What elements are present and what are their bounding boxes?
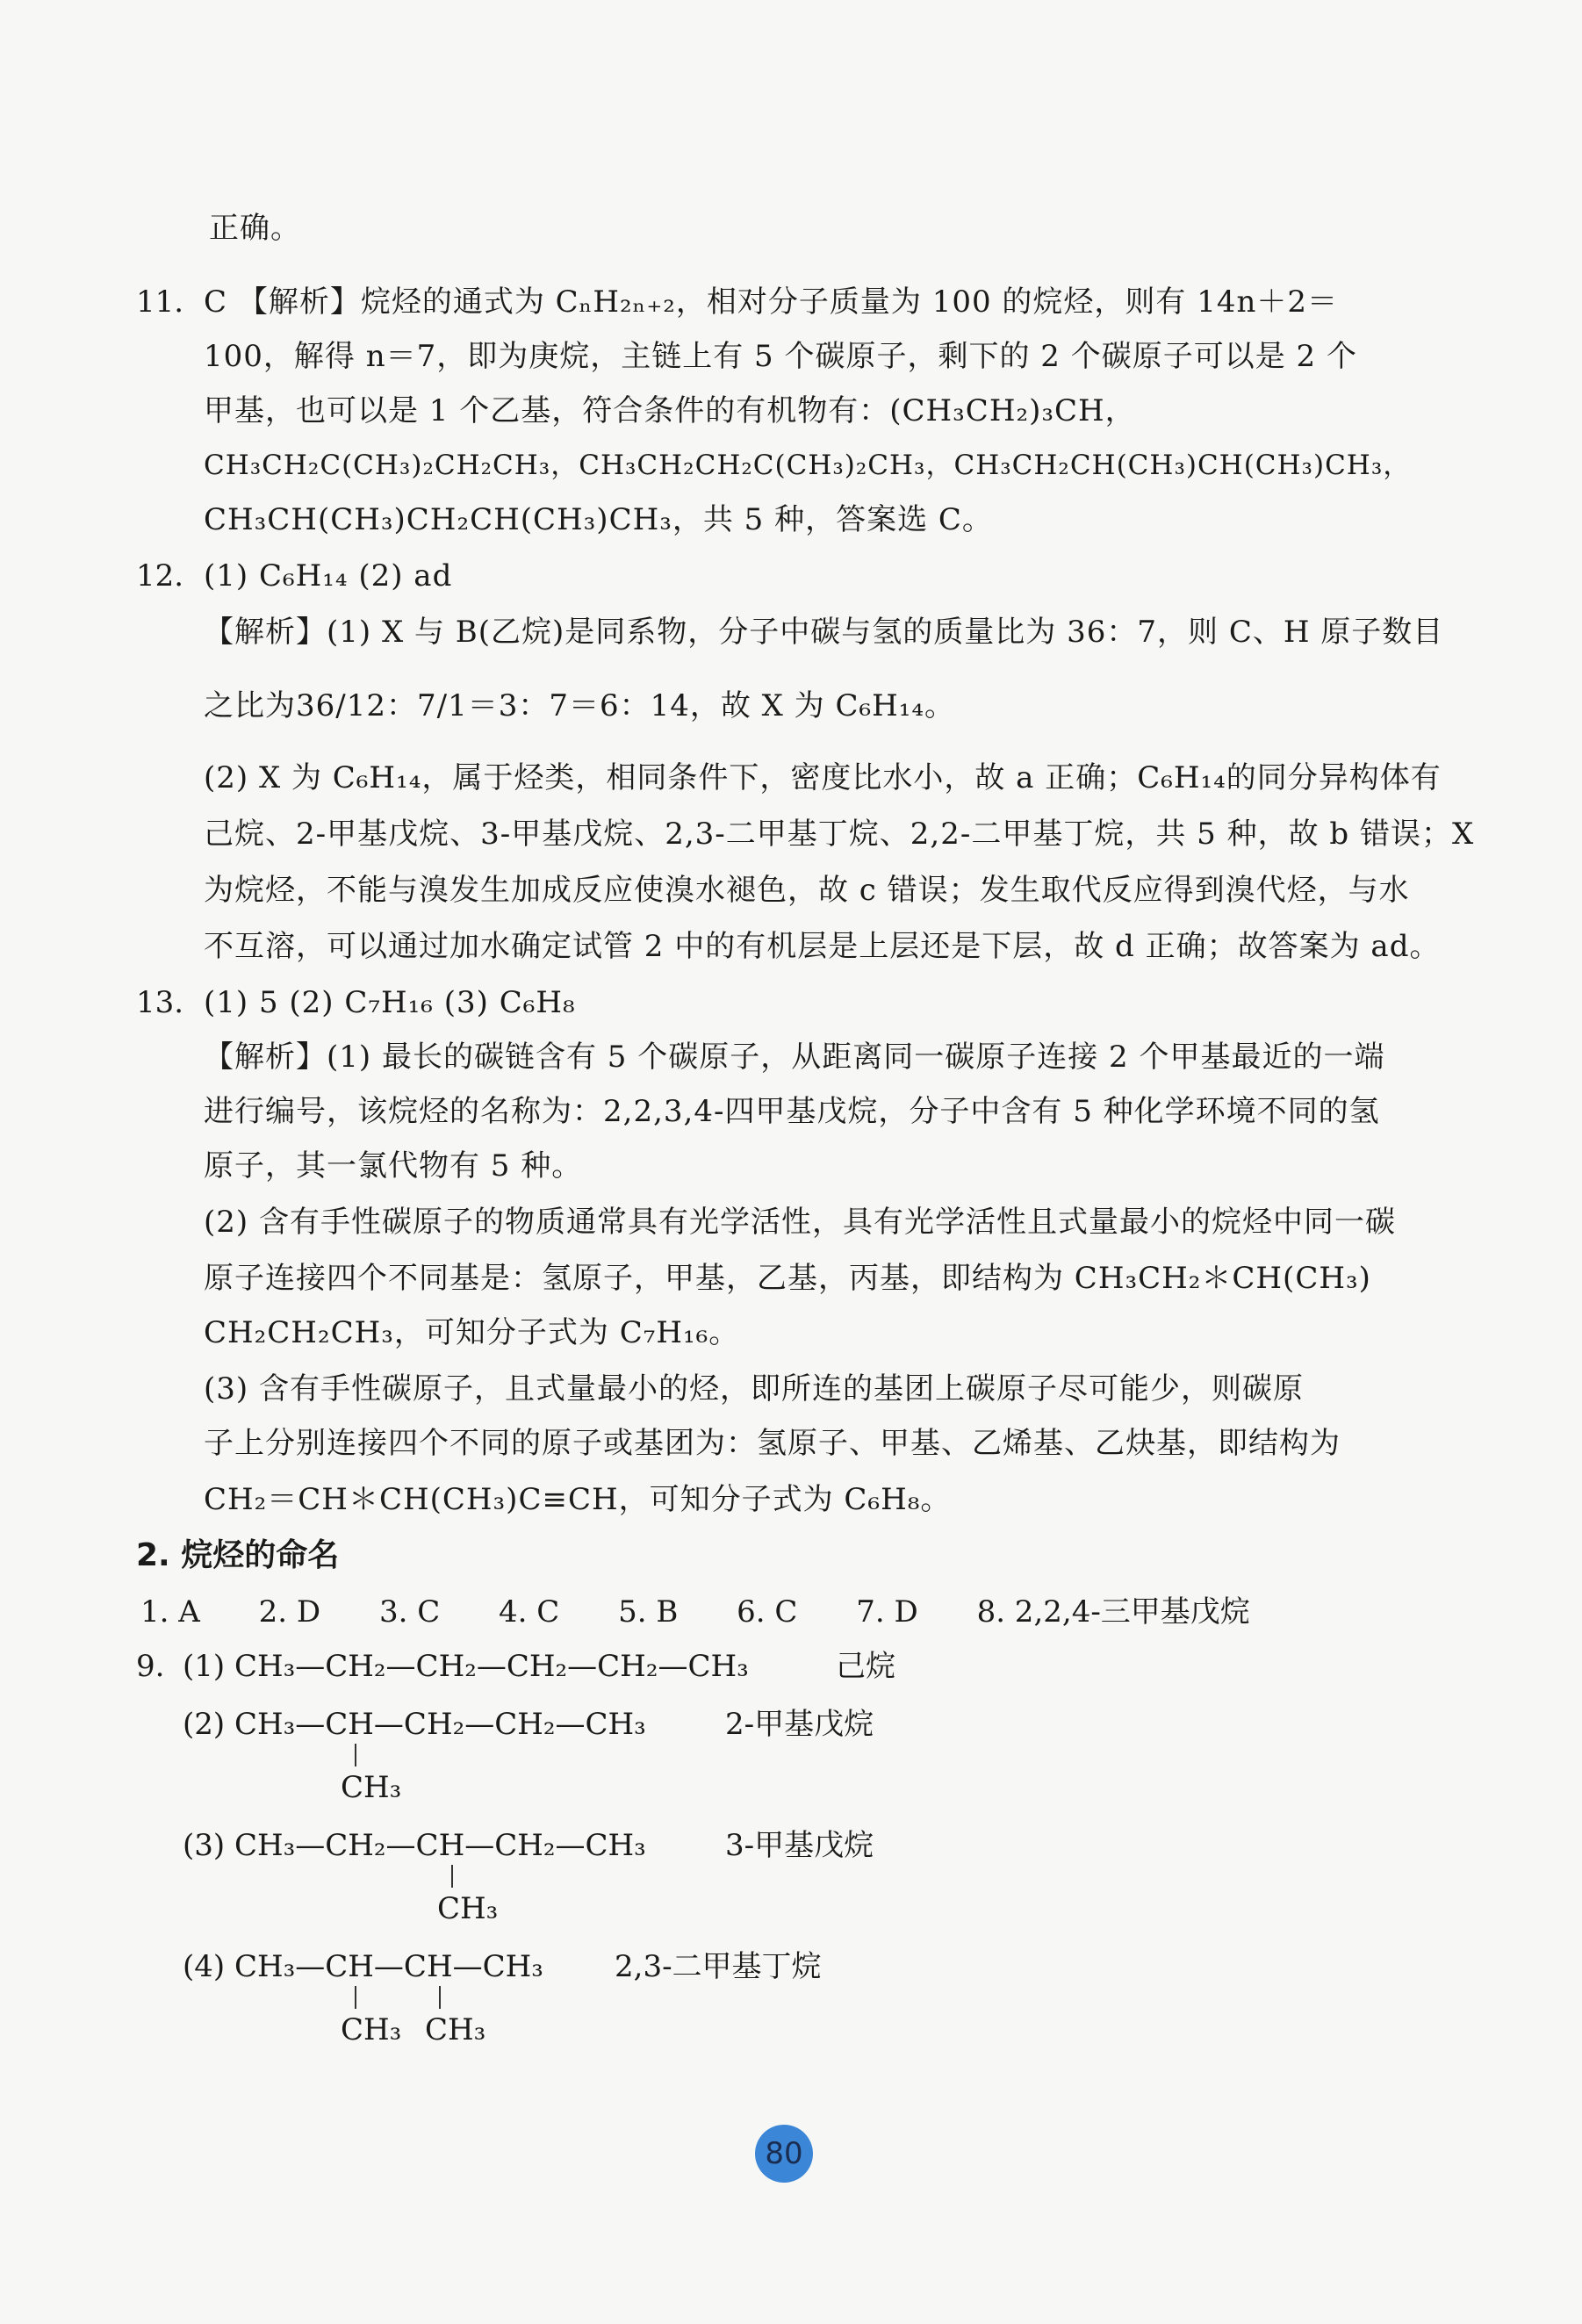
- text-line: (1) 5 (2) C₇H₁₆ (3) C₆H₈: [204, 985, 576, 1020]
- text-line: 子上分别连接四个不同的原子或基团为：氢原子、甲基、乙烯基、乙炔基，即结构为: [204, 1426, 1341, 1461]
- answer-item: 1. A: [140, 1594, 200, 1630]
- answer-item: 8. 2,2,4-三甲基戊烷: [976, 1594, 1250, 1630]
- structural-formula: (2) CH₃—CH—CH₂—CH₂—CH₃: [183, 1707, 646, 1742]
- text-line: 己烷、2-甲基戊烷、3-甲基戊烷、2,3-二甲基丁烷、2,2-二甲基丁烷，共 5 种，故 b 错误；X: [204, 817, 1475, 852]
- text-line: CH₃CH(CH₃)CH₂CH(CH₃)CH₃，共 5 种，答案选 C。: [204, 502, 993, 537]
- page-number-badge: 80: [755, 2125, 813, 2183]
- text-line: (1) C₆H₁₄ (2) ad: [204, 558, 453, 594]
- structural-formula: (1) CH₃—CH₂—CH₂—CH₂—CH₂—CH₃: [183, 1649, 749, 1684]
- text-line: 100，解得 n＝7，即为庚烷，主链上有 5 个碳原子，剩下的 2 个碳原子可以是 2 个: [204, 339, 1357, 374]
- answer-item: 6. C: [737, 1594, 798, 1630]
- text-line: 正确。: [209, 211, 301, 246]
- compound-name: 3-甲基戊烷: [725, 1828, 874, 1863]
- answer-item: 3. C: [378, 1594, 441, 1630]
- branch-group: CH₃: [425, 2012, 486, 2047]
- text-line: C 【解析】烷烃的通式为 CₙH₂ₙ₊₂，相对分子质量为 100 的烷烃，则有 14n＋2＝: [204, 284, 1339, 320]
- text-line: 之比为36/12：7/1＝3：7＝6：14，故 X 为 C₆H₁₄。: [204, 688, 956, 723]
- compound-name: 己烷: [836, 1649, 895, 1684]
- branch-group: CH₃: [341, 2012, 402, 2047]
- text-line: (2) 含有手性碳原子的物质通常具有光学活性，具有光学活性且式量最小的烷烃中同一碳: [204, 1205, 1396, 1240]
- text-line: 原子连接四个不同基是：氢原子，甲基，乙基，丙基，即结构为 CH₃CH₂＊CH(CH₃): [204, 1261, 1371, 1296]
- text-line: 【解析】(1) 最长的碳链含有 5 个碳原子，从距离同一碳原子连接 2 个甲基最近的一端: [204, 1040, 1385, 1075]
- text-line: (3) 含有手性碳原子，且式量最小的烃，即所连的基团上碳原子尽可能少，则碳原: [204, 1371, 1304, 1407]
- text-line: 进行编号，该烷烃的名称为：2,2,3,4-四甲基戊烷，分子中含有 5 种化学环境不同的氢: [204, 1094, 1380, 1129]
- text-line: 不互溶，可以通过加水确定试管 2 中的有机层是上层还是下层，故 d 正确；故答案为 ad。: [204, 929, 1441, 964]
- answer-item: 7. D: [856, 1594, 918, 1630]
- branch-bond: [355, 1744, 356, 1766]
- text-line: CH₃CH₂C(CH₃)₂CH₂CH₃，CH₃CH₂CH₂C(CH₃)₂CH₃，CH₃CH₂CH(CH₃)CH(CH₃)CH₃，: [204, 450, 1412, 481]
- text-line: (2) X 为 C₆H₁₄，属于烃类，相同条件下，密度比水小，故 a 正确；C₆H₁₄的同分异构体有: [204, 760, 1442, 795]
- text-line: 为烷烃，不能与溴发生加成反应使溴水褪色，故 c 错误；发生取代反应得到溴代烃，与水: [204, 873, 1410, 908]
- branch-bond: [439, 1986, 441, 2009]
- answer-item: 5. B: [618, 1594, 679, 1630]
- text-line: 【解析】(1) X 与 B(乙烷)是同系物，分子中碳与氢的质量比为 36：7，则 C、H 原子数目: [204, 615, 1444, 650]
- compound-name: 2,3-二甲基丁烷: [615, 1949, 822, 1984]
- item-number-12: 12.: [136, 558, 184, 594]
- answer-row: [140, 1593, 1299, 1631]
- text-line: CH₂＝CH＊CH(CH₃)C≡CH，可知分子式为 C₆H₈。: [204, 1482, 952, 1517]
- compound-name: 2-甲基戊烷: [725, 1707, 874, 1742]
- text-line: 原子，其一氯代物有 5 种。: [204, 1148, 583, 1184]
- question-9-number: 9.: [136, 1649, 165, 1684]
- item-number-13: 13.: [136, 985, 184, 1020]
- branch-group: CH₃: [437, 1891, 499, 1926]
- branch-group: CH₃: [341, 1770, 402, 1805]
- answer-item: 4. C: [499, 1594, 560, 1630]
- item-number-11: 11.: [136, 284, 184, 320]
- text-line: CH₂CH₂CH₃，可知分子式为 C₇H₁₆。: [204, 1315, 740, 1350]
- section-title: 2. 烷烃的命名: [136, 1537, 340, 1573]
- branch-bond: [355, 1986, 356, 2009]
- answer-item: 2. D: [258, 1594, 321, 1630]
- branch-bond: [451, 1865, 453, 1888]
- structural-formula: (3) CH₃—CH₂—CH—CH₂—CH₃: [183, 1828, 646, 1863]
- text-line: 甲基，也可以是 1 个乙基，符合条件的有机物有：(CH₃CH₂)₃CH，: [204, 393, 1136, 428]
- structural-formula: (4) CH₃—CH—CH—CH₃: [183, 1949, 543, 1984]
